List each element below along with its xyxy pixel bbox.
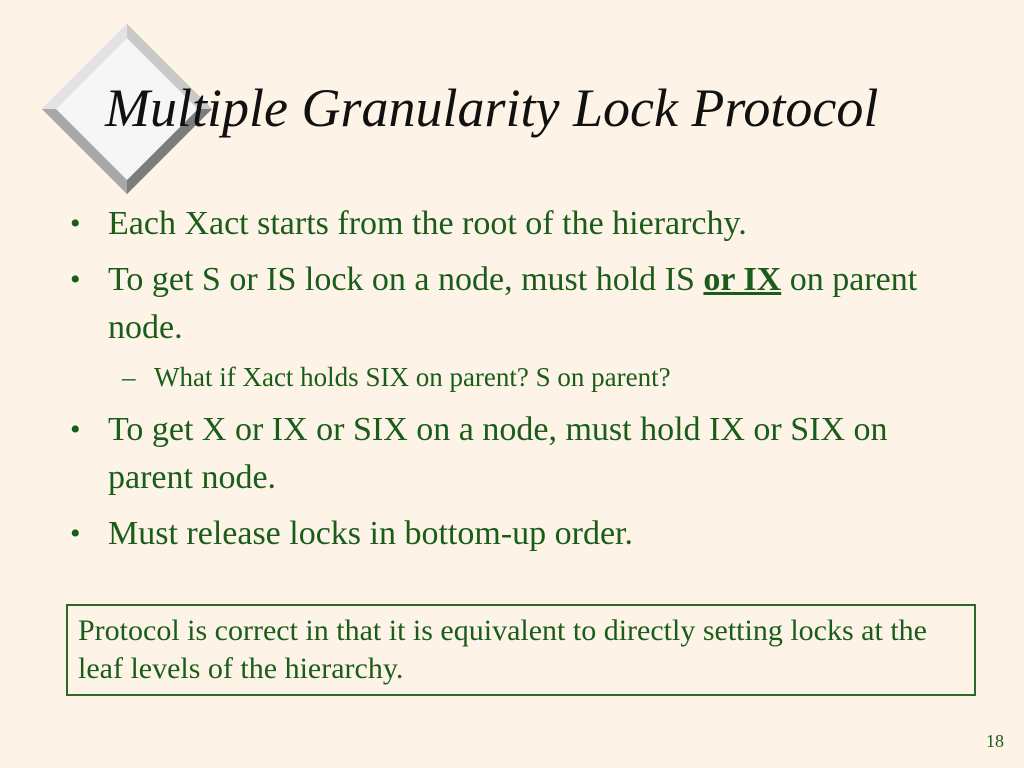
bullet-icon: • [70,207,81,240]
bullet-text: To get X or IX or SIX on a node, must hold IX or SIX on parent node. [108,411,888,496]
bullet-text: To get S or IS lock on a node, must hold IS [108,261,704,298]
bullet-text-continued: on parent node. [108,261,918,346]
slide-title: Multiple Granularity Lock Protocol [105,78,879,138]
bullet-text: Each Xact starts from the root of the hierarchy. [108,205,747,242]
callout-box [66,604,976,696]
bullet-item [70,200,970,248]
bullet-list [70,200,970,566]
bullet-icon: • [70,413,81,446]
dash-icon: – [122,362,136,392]
callout-text: Protocol is correct in that it is equivalent to directly setting locks at the leaf levels of the hierarchy. [78,614,927,685]
page-number: 18 [986,731,1004,751]
bullet-item [70,510,970,558]
sub-bullet-text: What if Xact holds SIX on parent? S on parent? [154,362,671,392]
bullet-icon: • [70,263,81,296]
bullet-item [70,256,970,352]
bullet-icon: • [70,517,81,550]
sub-bullet-item [70,358,970,396]
bullet-text: Must release locks in bottom-up order. [108,515,634,552]
bullet-item [70,406,970,502]
emphasized-text: or IX [703,261,782,298]
